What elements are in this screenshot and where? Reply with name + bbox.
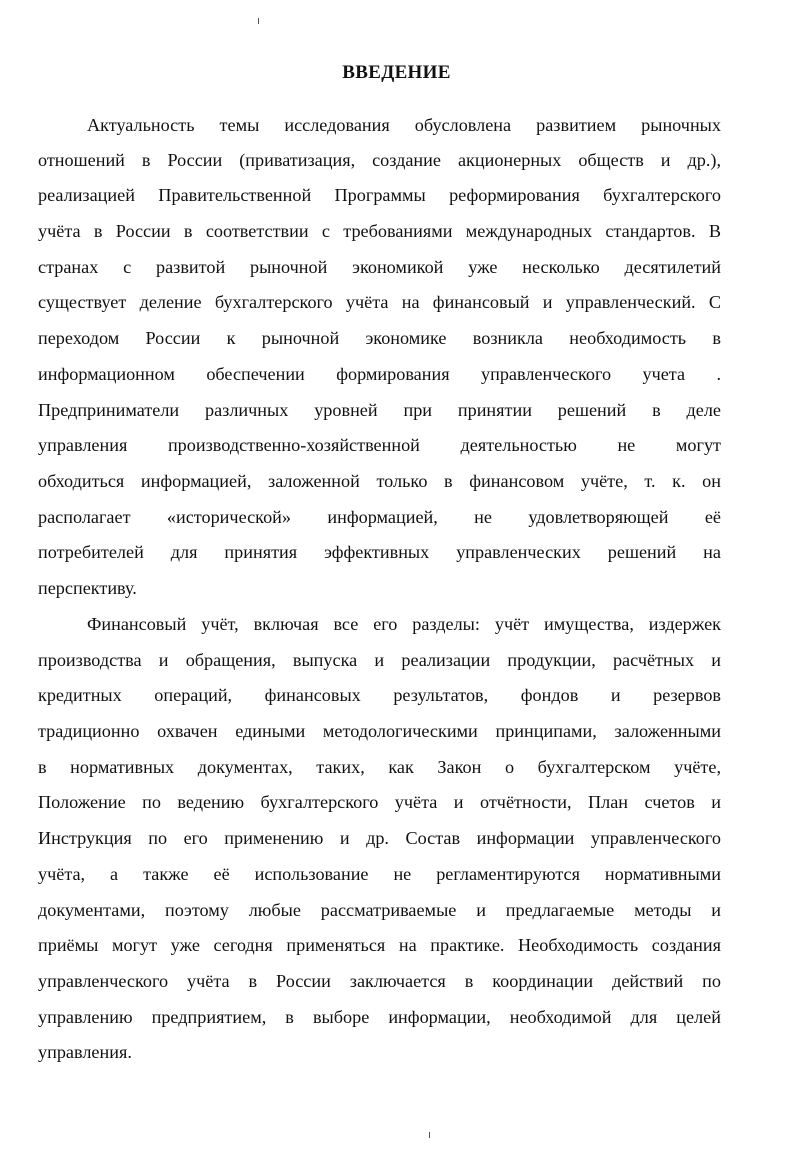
paragraph-2-line: документами, поэтому любые рассматриваемые и предлагаемые методы и: [38, 900, 721, 920]
paragraph-2-line: Финансовый учёт, включая все его разделы: учёт имущества, издержек: [87, 614, 721, 634]
paragraph-1-line: странах с развитой рыночной экономикой уже несколько десятилетий: [38, 257, 721, 277]
paragraph-2-line: Положение по ведению бухгалтерского учёта и отчётности, План счетов и: [38, 792, 721, 812]
paragraph-1-line: потребителей для принятия эффективных управленческих решений на: [38, 542, 721, 562]
paragraph-1-line: переходом России к рыночной экономике возникла необходимость в: [38, 328, 721, 348]
paragraph-1-line: реализацией Правительственной Программы реформирования бухгалтерского: [38, 185, 721, 205]
paragraph-1-line: Актуальность темы исследования обусловлена развитием рыночных: [87, 115, 721, 135]
paragraph-1-line: существует деление бухгалтерского учёта на финансовый и управленческий. С: [38, 292, 721, 312]
paragraph-2-line: управления.: [38, 1042, 132, 1062]
paragraph-2-line: учёта, а также её использование не регламентируются нормативными: [38, 864, 721, 884]
paragraph-2-line: приёмы могут уже сегодня применяться на практике. Необходимость создания: [38, 935, 721, 955]
paragraph-2-line: Инструкция по его применению и др. Состав информации управленческого: [38, 828, 721, 848]
paragraph-2-line: производства и обращения, выпуска и реализации продукции, расчётных и: [38, 650, 721, 670]
paragraph-2-line: традиционно охвачен едиными методологическими принципами, заложенными: [38, 721, 721, 741]
paragraph-1-line: обходиться информацией, заложенной только в финансовом учёте, т. к. он: [38, 471, 721, 491]
page-title: ВВЕДЕНИЕ: [342, 62, 451, 83]
scan-mark: [258, 18, 259, 24]
paragraph-1-line: учёта в России в соответствии с требованиями международных стандартов. В: [38, 221, 721, 241]
paragraph-1-line: управления производственно-хозяйственной деятельностью не могут: [38, 435, 721, 455]
paragraph-2-line: кредитных операций, финансовых результатов, фондов и резервов: [38, 685, 721, 705]
paragraph-1-line: располагает «исторической» информацией, не удовлетворяющей её: [38, 507, 721, 527]
paragraph-1-line: информационном обеспечении формирования управленческого учета .: [38, 364, 721, 384]
paragraph-2-line: управлению предприятием, в выборе информации, необходимой для целей: [38, 1007, 721, 1027]
paragraph-1-line: Предприниматели различных уровней при принятии решений в деле: [38, 400, 721, 420]
paragraph-1-line: отношений в России (приватизация, создание акционерных обществ и др.),: [38, 150, 721, 170]
paragraph-2-line: управленческого учёта в России заключается в координации действий по: [38, 971, 721, 991]
paragraph-1-line: перспективу.: [38, 578, 137, 598]
scan-mark: [429, 1132, 430, 1138]
paragraph-2-line: в нормативных документах, таких, как Закон о бухгалтерском учёте,: [38, 757, 721, 777]
